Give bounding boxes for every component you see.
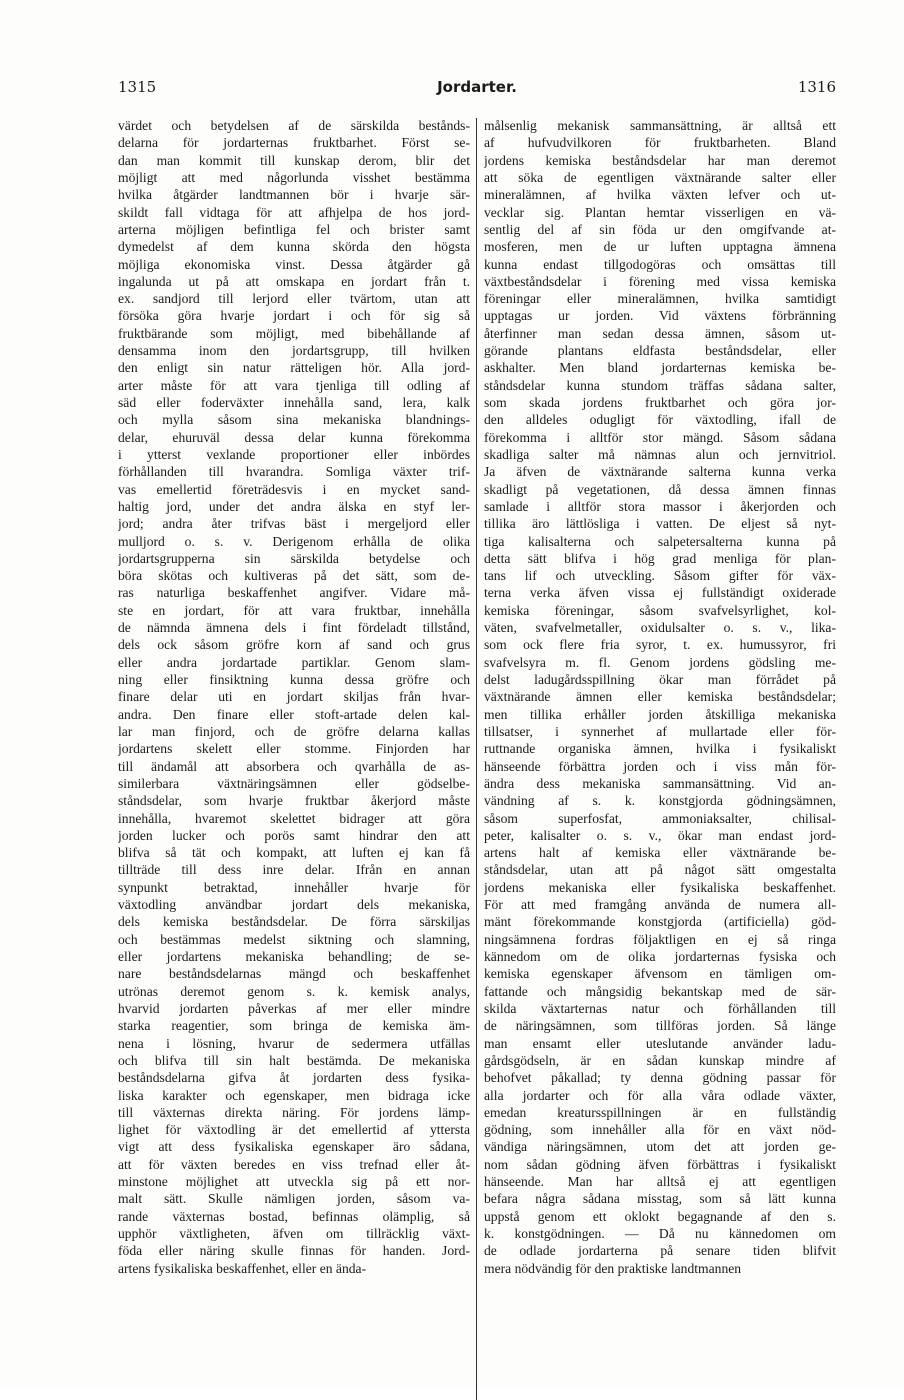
text-line: tillsatser, i synnerhet af mullartade eller för- — [484, 723, 836, 739]
text-line: jordens mekaniska eller fysikaliska beskaffenhet. — [484, 879, 836, 895]
text-line: växtodling användbar jordart dels mekaniska, — [118, 897, 470, 913]
text-line: blifva så tät och kompakt, att luften ej kan få — [118, 845, 470, 861]
text-line: delst ladugårdsspillning ökar man förrådet på — [484, 672, 836, 687]
text-line: men tillika erhåller jorden åtskilliga mekaniska — [484, 706, 836, 722]
text-line: de näringsämnen, som tillföras jorden. Så länge — [484, 1018, 836, 1034]
text-line: förhållanden till hvarandra. Somliga växter trif- — [118, 464, 470, 480]
text-line: andra. Den finare eller stoft-artade delen kal- — [118, 706, 470, 722]
text-line: lighet för växtodling är det emellertid af yttersta — [118, 1122, 470, 1138]
text-line: eller jordartens mekaniska behandling; de se- — [118, 949, 470, 964]
text-line: haltig jord, under det andra älska en styf ler- — [118, 498, 470, 514]
text-line: hvilka åtgärder landtmannen bör i hvarje sär- — [118, 187, 470, 203]
text-line: För att med framgång använda de numera all- — [484, 897, 836, 913]
text-line: similerbara växtnäringsämnen eller gödselbe- — [118, 775, 470, 791]
page-number-left: 1315 — [118, 78, 157, 96]
text-line: som ock flere fria syror, t. ex. humussyror, fri — [484, 637, 836, 653]
text-line: nom sådan gödning äfven förbättras i fysikaliskt — [484, 1156, 836, 1172]
text-line: synpunkt betraktad, innehåller hvarje för — [118, 879, 470, 895]
text-line: ning eller finsiktning kunna dessa gröfre och — [118, 672, 470, 687]
text-line: hänseende. Man har alltså ej att egentligen — [484, 1174, 836, 1190]
text-line: emedan kreatursspillningen är en fullständig — [484, 1104, 836, 1120]
text-line: dymedelst af dem kunna skörda den högsta — [118, 239, 470, 255]
text-line: ex. sandjord till lerjord eller tvärtom, utan att — [118, 291, 470, 307]
text-line: hvarvid jordarten påverkas af mer eller mindre — [118, 1000, 470, 1016]
text-line: skadligt på vegetationen, då dessa ämnen finnas — [484, 481, 836, 497]
text-line: i ytterst vexlande proportioner eller inbördes — [118, 446, 470, 462]
text-line: ras naturliga beskaffenhet angifver. Vidare må- — [118, 585, 470, 601]
text-line: hänseende förbättra jorden och i viss mån för- — [484, 758, 836, 774]
text-line: beståndsdelarna gifva åt jordarten dess fysika- — [118, 1070, 470, 1086]
text-line: dels ock såsom gröfre korn af sand och grus — [118, 637, 470, 653]
text-line: liska karakter och egenskaper, men bidraga icke — [118, 1087, 470, 1103]
page-number-right: 1316 — [797, 78, 836, 96]
text-line: till ändamål att absorbera och qvarhålla de as- — [118, 758, 470, 774]
text-line: den enligt sin natur rätteligen hör. Alla jord- — [118, 360, 470, 376]
text-line: terna verka äfven vissa ej fullständigt oxiderade — [484, 585, 836, 601]
text-line: sentlig del af sin föda ur den omgifvande at- — [484, 221, 836, 237]
text-line: möjliga ekonomiska vinst. Dessa åtgärder gå — [118, 256, 470, 272]
text-line: minstone möjlighet att utveckla sig på ett nor- — [118, 1174, 470, 1190]
text-line: eller andra jordartade partiklar. Genom slam- — [118, 654, 470, 670]
text-line: nena i lösning, hvarur de sedermera utfällas — [118, 1035, 470, 1051]
text-line: möjligt att med någorlunda visshet bestämma — [118, 169, 470, 185]
text-line: och mylla såsom sina mekaniska blandnings- — [118, 412, 470, 428]
column-divider — [476, 118, 477, 1400]
text-line: ningsämnena fordras följaktligen en ej så ringa — [484, 931, 836, 947]
text-line: mosferen, men de ur luften upptagna ämnena — [484, 239, 836, 255]
text-line: delar, ehuruväl dessa delar kunna förekomma — [118, 429, 470, 445]
text-line: af hufvudvilkoren för fruktbarheten. Bland — [484, 135, 836, 151]
text-line: lar man finjord, och de gröfre delarna kallas — [118, 723, 470, 739]
text-line: skilda växtarternas natur och förhållanden till — [484, 1000, 836, 1016]
text-line: och blifva till sin halt bestämda. De mekaniska — [118, 1052, 470, 1068]
text-line: jordartsgrupperna sin särskilda betydelse och — [118, 550, 470, 566]
text-line: fattande och mångsidig bekantskap med de sär- — [484, 983, 836, 999]
text-line: gårdsgödseln, är en sådan kunskap mindre af — [484, 1052, 836, 1068]
text-line: mulljord o. s. v. Derigenom erhålla de olika — [118, 533, 470, 549]
text-line: densamma inom den jordartsgrupp, till hvilken — [118, 343, 470, 359]
text-line: nare beståndsdelarnas mängd och beskaffenhet — [118, 966, 470, 982]
text-line: vigt att dess fysikaliska egenskaper äro sådana, — [118, 1139, 470, 1155]
text-line: artens halt af kemiska eller växtnärande be- — [484, 845, 836, 861]
text-line: återfinner man sedan dessa ämnen, såsom ut- — [484, 325, 836, 341]
text-line: tillika äro lättlösliga i vatten. De eljest så nyt- — [484, 516, 836, 532]
text-line: behofvet påkallad; ty denna gödning passar för — [484, 1070, 836, 1086]
text-line: jord; andra åter trifvas bäst i mergeljord eller — [118, 516, 470, 532]
text-line: befara några sådana misstag, som så lätt kunna — [484, 1191, 836, 1207]
text-line: dels kemiska beståndsdelar. De förra särskiljas — [118, 914, 470, 930]
text-line: att för växten beredes en viss trefnad eller åt- — [118, 1156, 470, 1172]
text-line: vas emellertid företrädesvis i en mycket sand- — [118, 481, 470, 497]
text-line: svafvelsyra m. fl. Genom jordens gödsling me- — [484, 654, 836, 670]
text-line: de odlade jordarterna på senare tiden blifvit — [484, 1243, 836, 1259]
left-text-column — [118, 117, 470, 1277]
text-line: mänt förekommande konstgjorda (artificiella) göd- — [484, 914, 836, 930]
text-line: delarna för jordarternas fruktbarhet. Först se- — [118, 135, 470, 151]
text-line: tans lif och utveckling. Såsom gifter för väx- — [484, 568, 836, 584]
text-line: rande växternas bostad, befinnas olämplig, så — [118, 1208, 470, 1224]
text-line: föreningar eller mineralämnen, hvilka samtidigt — [484, 291, 836, 307]
right-text-column — [484, 117, 836, 1277]
text-line: jordens kemiska beståndsdelar har man deremot — [484, 152, 836, 168]
text-line: upptagas ur jorden. Vid växtens förbränning — [484, 308, 836, 324]
text-line: målsenlig mekanisk sammansättning, är alltså ett — [484, 118, 836, 133]
text-line: böra skötas och kultiveras på det sätt, som de- — [118, 568, 470, 584]
running-title: Jordarter. — [437, 78, 517, 96]
text-line: vändiga näringsämnen, utom det att jorden ge- — [484, 1139, 836, 1155]
page-header — [118, 78, 836, 102]
text-line: värdet och betydelsen af de särskilda bestånds- — [118, 118, 470, 133]
text-line: fruktbärande som möjligt, med bibehållande af — [118, 325, 470, 341]
text-line: såsom superfosfat, ammoniaksalter, chilisal- — [484, 810, 836, 826]
text-line: den alldeles odugligt för växtodling, ifall de — [484, 412, 836, 428]
text-line: Ja äfven de växtnärande salterna kunna verka — [484, 464, 836, 480]
text-line: tiga kalisalterna och salpetersalterna kunna på — [484, 533, 836, 549]
text-line: upphör växtligheten, äfven om tillräcklig växt- — [118, 1226, 470, 1241]
text-line: man ensamt eller uteslutande använder ladu- — [484, 1035, 836, 1051]
text-line: försöka göra hvarje jordart i och för sig så — [118, 308, 470, 324]
text-line: föda eller näring skulle finnas för handen. Jord- — [118, 1243, 470, 1259]
text-line: arterna möjligen befintliga fel och brister samt — [118, 221, 470, 237]
text-line: arter måste för att vara tjenliga till odling af — [118, 377, 470, 393]
text-line: samlade i alltför stora massor i åkerjorden och — [484, 498, 836, 514]
text-line: tillträde till dess inre delar. Ifrån en annan — [118, 862, 470, 878]
text-line: uppstå genom ett oklokt begagnande af den s. — [484, 1208, 836, 1224]
text-line: vändning af s. k. konstgjorda gödningsämnen, — [484, 793, 836, 809]
text-line: artens fysikaliska beskaffenhet, eller en ända- — [118, 1260, 367, 1276]
text-line: växtnärande ämnen eller kemiska beståndsdelar; — [484, 689, 836, 705]
text-line: kemiska föreningar, såsom svafvelsyrlighet, kol- — [484, 602, 836, 618]
text-line: görande plantans eldfasta beståndsdelar, eller — [484, 343, 836, 359]
text-line: jordartens skelett eller stomme. Finjorden har — [118, 741, 470, 757]
text-line: mineralämnen, af hvilka växten lefver och ut- — [484, 187, 836, 203]
text-line: växtbeståndsdelar i förening med vissa kemiska — [484, 273, 836, 289]
text-line: ruttnande organiska ämnen, hvilka i fysikaliskt — [484, 741, 836, 757]
text-line: kemiska egenskaper äfvensom en tämligen om- — [484, 966, 836, 982]
text-line: säd eller foderväxter innehålla sand, lera, kalk — [118, 395, 470, 410]
text-line: kunna endast tillgodogöras och omsättas till — [484, 256, 836, 272]
text-line: skadliga salter må nämnas alun och jernvitriol. — [484, 446, 836, 462]
text-line: gödning, som innehåller alla för en växt nöd- — [484, 1122, 836, 1138]
text-line: malt sätt. Skulle nämligen jorden, såsom va- — [118, 1191, 470, 1207]
text-line: ste en jordart, för att vara fruktbar, innehålla — [118, 602, 470, 618]
text-line: förekomma i alltför stor mängd. Såsom sådana — [484, 429, 836, 445]
text-line: till växternas direkta näring. För jordens lämp- — [118, 1104, 470, 1120]
text-line: kännedom om de olika jordarternas fysiska och — [484, 949, 836, 964]
text-line: att söka de egentligen växtnärande salter eller — [484, 169, 836, 185]
text-line: ståndsdelar, som hvarje fruktbar åkerjord måste — [118, 793, 470, 809]
text-line: jorden lucker och porös samt hindrar den att — [118, 827, 470, 843]
text-line: alla jordarter och för alla våra odlade växter, — [484, 1087, 836, 1103]
text-line: ingalunda ut på att omskapa en jordart från t. — [118, 273, 470, 289]
text-line: askhalter. Men bland jordarternas kemiska be- — [484, 360, 836, 376]
text-line: ståndsdelar kunna stundom träffas sådana salter, — [484, 377, 836, 393]
text-line: ändra dess mekaniska sammansättning. Vid an- — [484, 775, 836, 791]
text-line: vecklar sig. Plantan hemtar visserligen en vä- — [484, 204, 836, 220]
text-line: dan man kommit till kunskap derom, blir det — [118, 152, 470, 168]
text-line: som skada jordens fruktbarhet och göra jor- — [484, 395, 836, 410]
text-line: k. konstgödningen. — Då nu kännedomen om — [484, 1226, 836, 1241]
text-line: mera nödvändig för den praktiske landtmannen — [484, 1260, 742, 1276]
text-line: utrönas deremot genom s. k. kemisk analys, — [118, 983, 470, 999]
text-line: starka reagentier, som bringa de kemiska äm- — [118, 1018, 470, 1034]
text-line: finare delar uti en jordart skiljas från hvar- — [118, 689, 470, 705]
text-line: skildt fall vidtaga för att afhjelpa de hos jord- — [118, 204, 470, 220]
text-line: de nämnda ämnena dels i fint fördeladt tillstånd, — [118, 620, 470, 636]
text-line: peter, kalisalter o. s. v., ökar man endast jord- — [484, 827, 836, 843]
text-line: väten, svafvelmetaller, oxidulsalter o. s. v., lika- — [484, 620, 836, 636]
text-line: detta sätt blifva i hög grad menliga för plan- — [484, 550, 836, 566]
text-line: innehålla, hvaremot skelettet bidrager att göra — [118, 810, 470, 826]
text-line: ståndsdelar, utan att på något sätt omgestalta — [484, 862, 836, 878]
text-line: och bestämmas medelst siktning och slamning, — [118, 931, 470, 947]
